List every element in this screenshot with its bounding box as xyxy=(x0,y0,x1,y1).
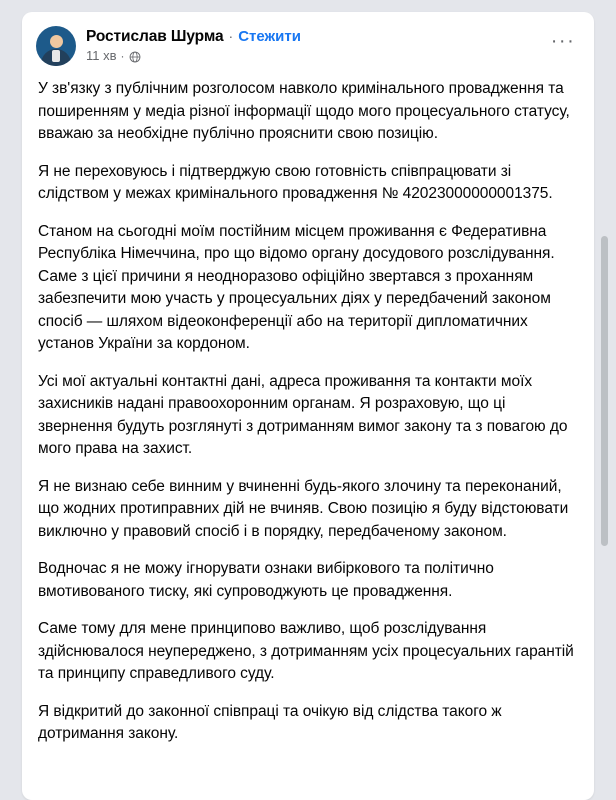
scrollbar-thumb[interactable] xyxy=(601,236,608,546)
post-paragraph: Водночас я не можу ігнорувати ознаки вибіркового та політично вмотивованого тиску, які супроводжують це провадження. xyxy=(38,560,494,600)
meta-separator: · xyxy=(120,49,125,63)
post-paragraph: Станом на сьогодні моїм постійним місцем проживання є Федеративна Республіка Німеччина, про що відомо органу досудового розслідування. Саме з цієї причини я неодноразово офіційно звертався з проханням забезпечити мою участь у процесуальних діях у передбачений законом спосіб — шляхом відеоконференції або на території дипломатичних установ України за кордоном. xyxy=(38,222,555,352)
post-body xyxy=(36,70,580,746)
post-paragraph: Я не визнаю себе винним у вчиненні будь-якого злочину та переконаний, що жодних протиправних дій не вчиняв. Свою позицію я буду відстоювати виключно у правовий спосіб і в порядку, передбаченому законом. xyxy=(38,477,569,540)
author-row xyxy=(86,27,301,46)
post-paragraph: Я відкритий до законної співпраці та очікую від слідства такого ж дотримання закону. xyxy=(38,702,502,742)
avatar[interactable] xyxy=(36,26,76,66)
author-name[interactable]: Ростислав Шурма xyxy=(86,28,224,45)
post-header xyxy=(36,24,580,70)
post-options-button[interactable]: ··· xyxy=(550,30,576,52)
scrollbar-track[interactable] xyxy=(605,0,612,800)
globe-icon xyxy=(129,51,141,63)
follow-link[interactable]: Стежити xyxy=(238,28,301,45)
post-header-text xyxy=(86,26,301,64)
post-card xyxy=(22,12,594,800)
post-meta-row xyxy=(86,48,301,64)
avatar-head-shape xyxy=(50,35,63,48)
avatar-shirt-shape xyxy=(52,50,60,62)
post-paragraph: Я не переховуюсь і підтверджую свою готовність співпрацювати зі слідством у межах кримінального провадження № 42023000000001375. xyxy=(38,162,553,202)
post-paragraph: У зв'язку з публічним розголосом навколо кримінального провадження та поширенням у медіа різної інформації щодо мого процесуального статусу, вважаю за необхідне публічно прояснити свою позицію. xyxy=(38,80,570,142)
post-paragraph: Усі мої актуальні контактні дані, адреса проживання та контакти моїх захисників надані правоохоронним органам. Я розраховую, що ці звернення будуть розглянуті з дотриманням вимог закону та з повагою до мого права на захист. xyxy=(38,372,568,457)
post-paragraph: Саме тому для мене принципово важливо, щоб розслідування здійснювалося неупереджено, з дотриманням усіх процесуальних гарантій та принципу справедливого суду. xyxy=(38,620,574,682)
author-separator: · xyxy=(228,28,234,44)
post-timestamp[interactable]: 11 хв xyxy=(86,48,117,63)
